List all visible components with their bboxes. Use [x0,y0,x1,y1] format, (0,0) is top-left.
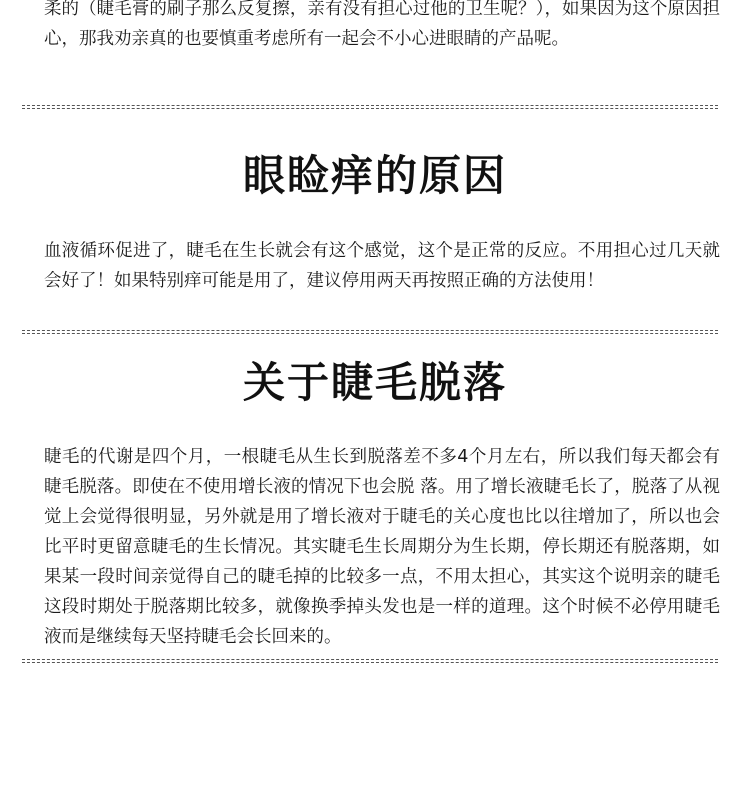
section-divider [22,659,718,663]
fallout-paragraph: 睫毛的代谢是四个月，一根睫毛从生长到脱落差不多4个月左右，所以我们每天都会有睫毛脱落。即使在不使用增长液的情况下也会脱 落。用了增长液睫毛长了，脱落了从视觉上会觉得很明显，另外就是用了增长液对于睫毛的关心度也比以往增加了，所以也会比平时更留意睫毛的生长情况。其实睫毛生长周期分为生长期，停长期还有脱落期，如果某一段时间亲觉得自己的睫毛掉的比较多一点，不用太担心，其实这个说明亲的睫毛这段时期处于脱落期比较多，就像换季掉头发也是一样的道理。这个时候不必停用睫毛液而是继续每天坚持睫毛会长回来的。 [44,447,720,647]
section-heading-itch: 眼睑痒的原因 [242,151,507,200]
intro-paragraph: 柔的（睫毛膏的刷子那么反复擦，亲有没有担心过他的卫生呢？），如果因为这个原因担心，那我劝亲真的也要慎重考虑所有一起会不小心进眼睛的产品呢。 [44,0,720,49]
section-divider [22,105,718,109]
section-heading-fallout: 关于睫毛脱落 [242,358,507,407]
itch-paragraph: 血液循环促进了，睫毛在生长就会有这个感觉，这个是正常的反应。不用担心过几天就会好了！如果特别痒可能是用了，建议停用两天再按照正确的方法使用！ [44,241,720,291]
section-divider [22,330,718,334]
